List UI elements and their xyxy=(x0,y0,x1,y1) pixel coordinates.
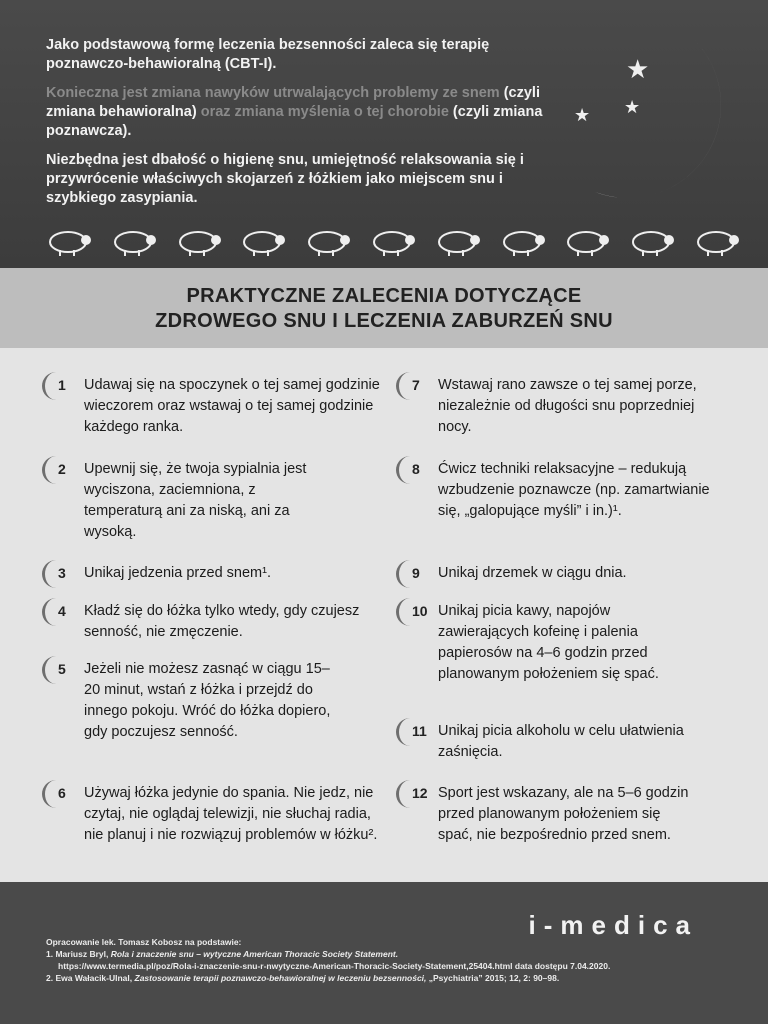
list-item xyxy=(394,456,728,522)
references xyxy=(46,936,726,984)
item-number: 12 xyxy=(394,780,438,808)
list-item xyxy=(394,560,728,588)
sheep-icon xyxy=(498,228,550,258)
list-item xyxy=(394,598,688,685)
sheep-row xyxy=(44,228,744,260)
sheep-icon xyxy=(44,228,96,258)
sheep-icon xyxy=(433,228,485,258)
title-line-2: ZDROWEGO SNU I LECZENIA ZABURZEŃ SNU xyxy=(155,310,613,332)
brand-logo: i-medica xyxy=(528,910,698,940)
item-text: Ćwicz techniki relaksacyjne – redukują wzbudzenie poznawcze (np. zamartwianie się, „galopujące myśli” i in.)¹. xyxy=(438,461,710,519)
intro-panel xyxy=(0,0,768,268)
list-item xyxy=(40,598,384,643)
item-number: 1 xyxy=(40,372,84,400)
item-text: Unikaj jedzenia przed snem¹. xyxy=(84,565,271,581)
list-item xyxy=(40,560,384,588)
reference-2: 2. Ewa Wałacik-Ulnal, Zastosowanie terapii poznawczo-behawioralnej w leczeniu bezsenności, „Psychiatria” 2015; 12, 2: 90–98. xyxy=(46,973,560,983)
item-number: 5 xyxy=(40,656,84,684)
intro-paragraph-2 xyxy=(46,84,546,141)
intro-paragraph-1: Jako podstawową formę leczenia bezsenności zaleca się terapię poznawczo-behawioralną (CBT-I). xyxy=(46,37,490,72)
sheep-icon xyxy=(238,228,290,258)
item-text: Unikaj drzemek w ciągu dnia. xyxy=(438,565,627,581)
star-icon: ★ xyxy=(624,97,641,117)
item-number: 3 xyxy=(40,560,84,588)
item-text: Kładź się do łóżka tylko wtedy, gdy czujesz senność, nie zmęczenie. xyxy=(84,603,360,640)
item-number: 2 xyxy=(40,456,84,484)
page-title xyxy=(0,284,768,334)
intro-p2-highlight-2: oraz zmiana myślenia o tej chorobie xyxy=(200,104,449,120)
list-item xyxy=(40,456,334,543)
list-item xyxy=(40,780,384,846)
footer xyxy=(0,882,768,1024)
intro-text xyxy=(46,36,546,218)
list-item xyxy=(394,718,688,763)
list-item xyxy=(40,372,384,438)
item-number: 6 xyxy=(40,780,84,808)
sheep-icon xyxy=(109,228,161,258)
item-text: Wstawaj rano zawsze o tej samej porze, niezależnie od długości snu poprzedniej nocy. xyxy=(438,377,697,435)
recommendations xyxy=(0,348,768,882)
sheep-icon xyxy=(627,228,679,258)
item-text: Jeżeli nie możesz zasnąć w ciągu 15–20 minut, wstań z łóżka i przejdź do innego pokoju. Wróć do łóżka dopiero, gdy poczujesz senność. xyxy=(84,661,331,740)
sheep-icon xyxy=(174,228,226,258)
sheep-icon xyxy=(562,228,614,258)
title-line-1: PRAKTYCZNE ZALECENIA DOTYCZĄCE xyxy=(186,285,582,307)
reference-1: 1. Mariusz Bryl, Rola i znaczenie snu – wytyczne American Thoracic Society Statement. xyxy=(46,949,399,959)
item-number: 7 xyxy=(394,372,438,400)
title-band xyxy=(0,268,768,348)
sheep-icon xyxy=(368,228,420,258)
item-text: Używaj łóżka jedynie do spania. Nie jedz, nie czytaj, nie oglądaj telewizji, nie słuchaj radia, nie planuj i nie rozwiązuj problemów w łóżku². xyxy=(84,785,378,843)
star-icon: ★ xyxy=(626,54,650,84)
list-item xyxy=(40,656,334,743)
list-item xyxy=(394,780,698,846)
item-text: Upewnij się, że twoja sypialnia jest wyciszona, zaciemniona, z temperaturą ani za niską, ani za wysoką. xyxy=(84,461,307,540)
reference-1-url: https://www.termedia.pl/poz/Rola-i-znaczenie-snu-r-nwytyczne-American-Thoracic-Society-Statement,25404.html data dostępu 7.04.2020. xyxy=(58,961,611,971)
item-text: Udawaj się na spoczynek o tej samej godzinie wieczorem oraz wstawaj o tej samej godzinie każdego ranka. xyxy=(84,377,380,435)
item-number: 4 xyxy=(40,598,84,626)
sheep-icon xyxy=(692,228,744,258)
intro-p2-note-2: (czyli zmiana poznawcza). xyxy=(46,104,543,139)
item-number: 10 xyxy=(394,598,438,626)
list-item xyxy=(394,372,728,438)
intro-p2-note-1: (czyli zmiana behawioralna) xyxy=(46,85,540,120)
item-text: Unikaj picia alkoholu w celu ułatwienia zaśnięcia. xyxy=(438,723,684,760)
item-text: Sport jest wskazany, ale na 5–6 godzin przed planowanym położeniem się spać, nie bezpośrednio przed snem. xyxy=(438,785,689,843)
intro-p2-highlight-1: Konieczna jest zmiana nawyków utrwalających problemy ze snem xyxy=(46,85,500,101)
item-number: 9 xyxy=(394,560,438,588)
item-number: 11 xyxy=(394,718,438,746)
star-icon: ★ xyxy=(574,105,591,125)
sheep-icon xyxy=(303,228,355,258)
references-heading: Opracowanie lek. Tomasz Kobosz na podstawie: xyxy=(46,937,242,947)
item-number: 8 xyxy=(394,456,438,484)
intro-paragraph-3: Niezbędna jest dbałość o higienę snu, umiejętność relaksowania się i przywrócenie właściwych skojarzeń z łóżkiem jako miejscem snu i szybkiego zasypiania. xyxy=(46,152,524,206)
item-text: Unikaj picia kawy, napojów zawierających kofeinę i palenia papierosów na 4–6 godzin przed planowanym położeniem się spać. xyxy=(438,603,659,682)
